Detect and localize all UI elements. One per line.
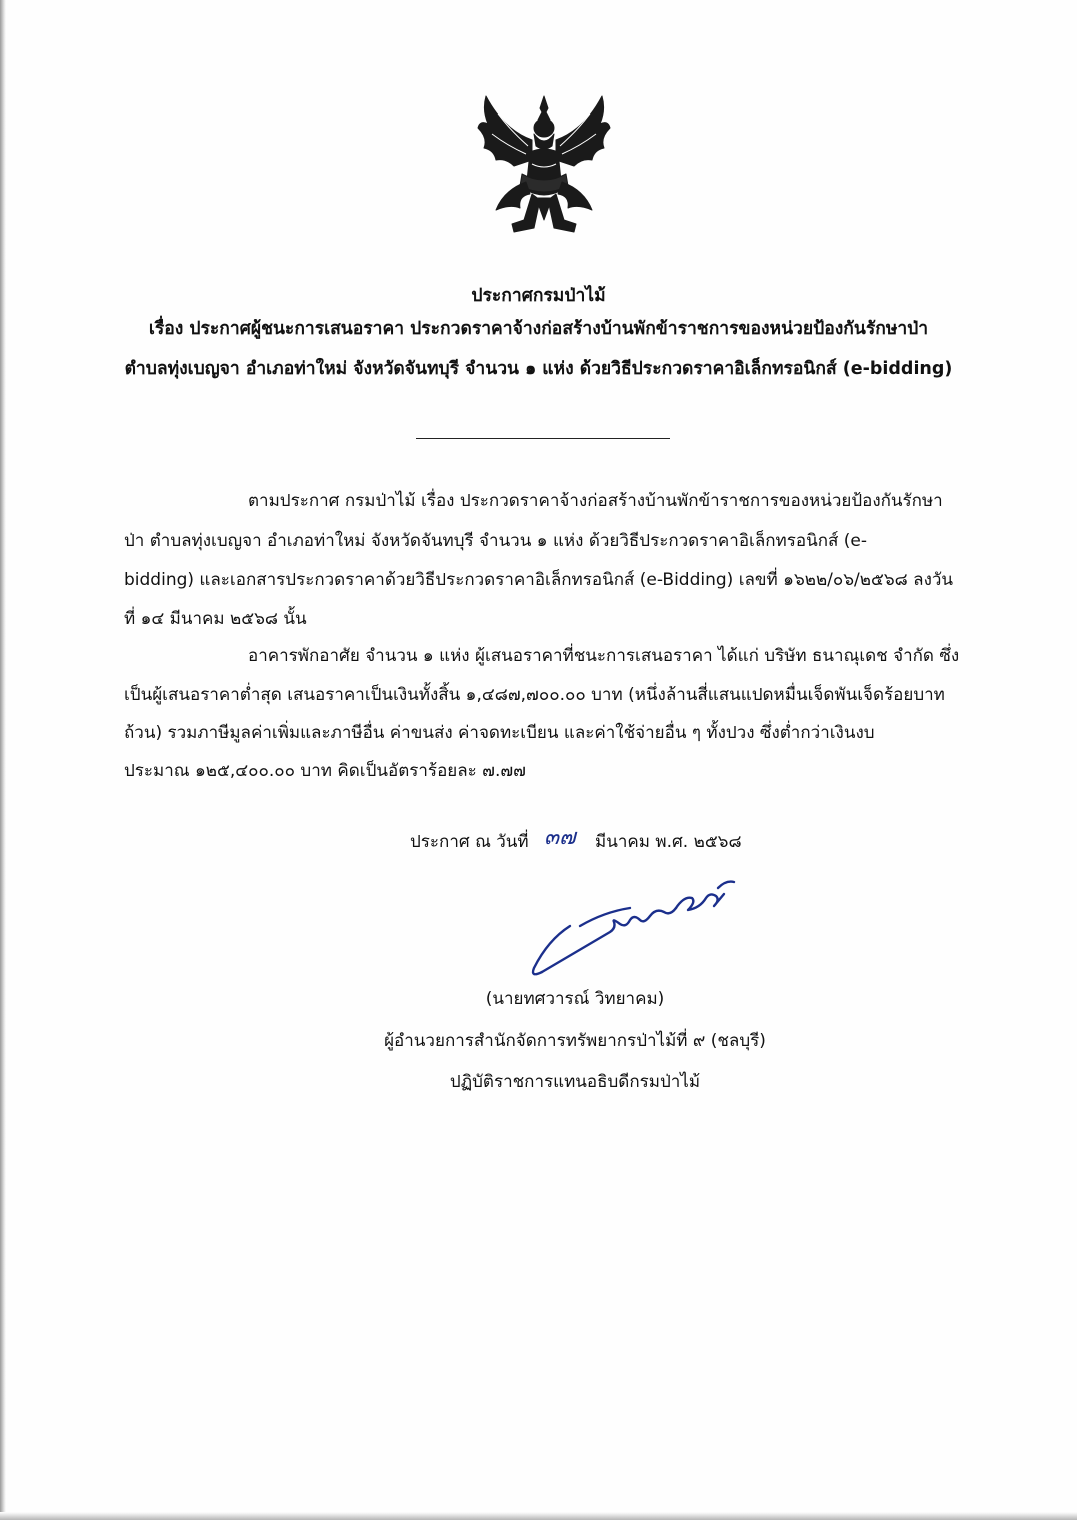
handwritten-day: ๓๗	[544, 825, 576, 850]
garuda-emblem-icon	[474, 90, 614, 238]
subject-line-1: เรื่อง ประกาศผู้ชนะการเสนอราคา ประกวดราคาจ้างก่อสร้างบ้านพักข้าราชการของหน่วยป้องกันรักษาป่า	[148, 319, 929, 339]
date-suffix: มีนาคม พ.ศ. ๒๕๖๘	[595, 832, 742, 852]
paragraph-2-line-1: อาคารพักอาศัย จำนวน ๑ แห่ง ผู้เสนอราคาที่ชนะการเสนอราคา ได้แก่ บริษัท ธนาณุเดช จำกัด ซึ่ง	[248, 646, 960, 666]
document-title: ประกาศกรมป่าไม้	[471, 286, 606, 306]
date-prefix: ประกาศ ณ วันที่	[410, 832, 529, 852]
paragraph-1-line-1: ตามประกาศ กรมป่าไม้ เรื่อง ประกวดราคาจ้างก่อสร้างบ้านพักข้าราชการของหน่วยป้องกันรักษา	[248, 491, 943, 511]
signatory-position: ผู้อำนวยการสำนักจัดการทรัพยากรป่าไม้ที่ ๙ (ชลบุรี)	[384, 1031, 766, 1051]
scan-edge-bottom	[0, 1512, 1077, 1520]
signatory-name: (นายทศวารณ์ วิทยาคม)	[485, 989, 665, 1009]
paragraph-2-line-4: ประมาณ ๑๒๕,๔๐๐.๐๐ บาท คิดเป็นอัตราร้อยละ ๗.๗๗	[124, 761, 526, 781]
handwritten-signature	[520, 868, 760, 983]
signatory-acting: ปฏิบัติราชการแทนอธิบดีกรมป่าไม้	[449, 1072, 701, 1092]
paragraph-2-line-3: ถ้วน) รวมภาษีมูลค่าเพิ่มและภาษีอื่น ค่าขนส่ง ค่าจดทะเบียน และค่าใช้จ่ายอื่น ๆ ทั้งปวง ซึ่งต่ำกว่าเงินงบ	[124, 723, 875, 743]
paragraph-1-line-4: ที่ ๑๔ มีนาคม ๒๕๖๘ นั้น	[124, 609, 307, 629]
paragraph-2-line-2: เป็นผู้เสนอราคาต่ำสุด เสนอราคาเป็นเงินทั้งสิ้น ๑,๔๘๗,๗๐๐.๐๐ บาท (หนึ่งล้านสี่แสนแปดหมื่นเจ็ดพันเจ็ดร้อยบาท	[124, 685, 945, 705]
divider-line	[416, 438, 670, 439]
paragraph-1-line-3: bidding) และเอกสารประกวดราคาด้วยวิธีประกวดราคาอิเล็กทรอนิกส์ (e-Bidding) เลขที่ ๑๖๒๒/๐๖/๒๕๖๘ ลงวัน	[124, 570, 954, 590]
paragraph-1-line-2: ป่า ตำบลทุ่งเบญจา อำเภอท่าใหม่ จังหวัดจันทบุรี จำนวน ๑ แห่ง ด้วยวิธีประกวดราคาอิเล็กทรอนิกส์ (e-	[124, 531, 868, 551]
scan-edge-left	[0, 0, 6, 1520]
subject-line-2: ตำบลทุ่งเบญจา อำเภอท่าใหม่ จังหวัดจันทบุรี จำนวน ๑ แห่ง ด้วยวิธีประกวดราคาอิเล็กทรอนิกส์ (e-bidding)	[124, 359, 953, 379]
announcement-date	[410, 826, 742, 857]
